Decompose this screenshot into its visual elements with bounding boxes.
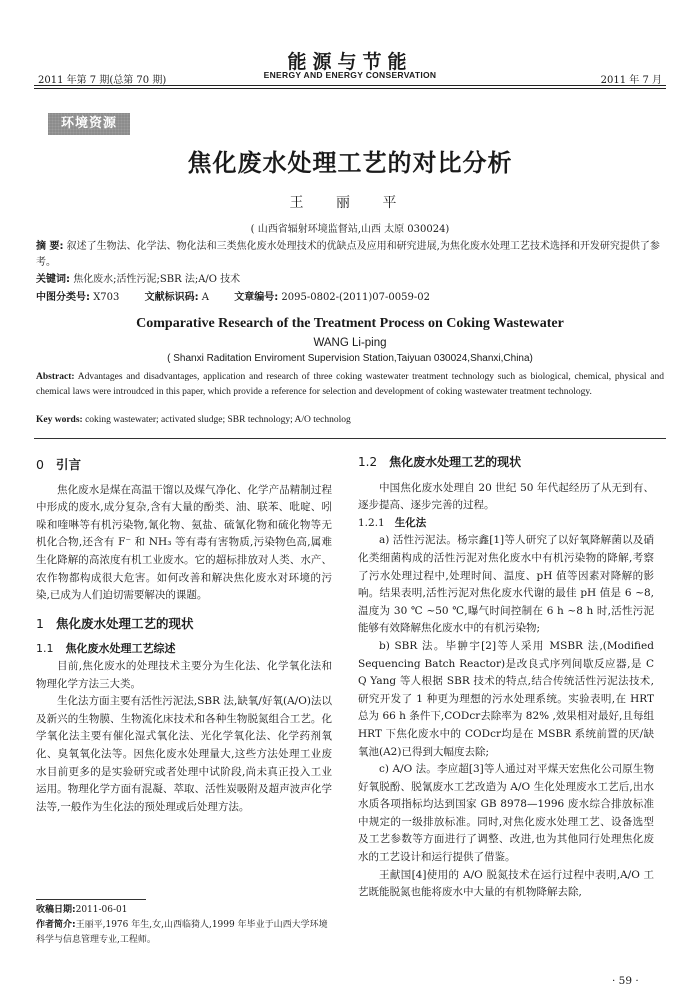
keywords-cn-label: 关键词: [36,274,70,285]
section-1-1-paragraph-1: 目前,焦化废水的处理技术主要分为生化法、化学氧化法和物理化学方法三大类。 [36,659,332,690]
received-label: 收稿日期: [36,905,76,915]
footnote [36,903,336,948]
article-title-cn: 焦化废水处理工艺的对比分析 [187,149,513,177]
item-b-paragraph: b) SBR 法。毕翀宇[2]等人采用 MSBR 法,(Modified Sequencing Batch Reactor)是改良式序列间歇反应器,是 C Q Yang 等人根据 SBR 技术的特点,结合传统活性污泥法技术,研究开发了 1 种更为理想的污水处理系统。实验表明,在 HRT 总为 66 h 条件下,CODcr去除率为 82% ,效果相对最好,且每组 HRT 下焦化废水中的 CODcr均是在 MSBR 系统前置的厌/缺氧池(A2)已得到大幅度去除; [358,639,654,758]
author-en: WANG Li-ping [313,337,387,349]
intro-paragraph: 焦化废水是煤在高温干馏以及煤气净化、化学产品精制过程中形成的废水,成分复杂,含有大量的酚类、油、联苯、吡啶、吲哚和喹啉等有机污染物,氰化物、氨盐、硫氰化物和硫化物等无机化合物,还含有 F⁻ 和 NH₃ 等有毒有害物质,污染物色高,属难生化降解的高浓度有机工业废水。它的超标排放对人类、水产、农作物都构成很大危害。如何改善和解决焦化废水对环境的污染,已成为人们迫切需要解决的课题。 [36,483,332,602]
clc-value: X703 [93,292,120,303]
clc-label: 中图分类号: [36,292,90,303]
author-bio [36,918,336,948]
section-1-2-title: 焦化废水处理工艺的现状 [389,455,522,469]
section-1-2-1-heading [358,515,654,533]
section-1-heading [36,615,332,633]
author-cn: 王 丽 平 [289,195,411,211]
section-0-heading [36,456,332,474]
section-1-2-paragraph: 中国焦化废水处理自 20 世纪 50 年代起经历了从无到有、逐步提高、逐步完善的过程。 [358,481,654,512]
author-bio-label: 作者简介: [36,920,76,930]
section-badge: 环境资源 [48,113,130,135]
keywords-en [36,415,664,425]
issue-info: 2011 年第 7 期(总第 70 期) [38,75,167,86]
section-1-2-1-number: 1.2.1 [358,516,385,529]
abstract-en [36,370,664,400]
abstract-separator [34,438,666,439]
journal-title-cn: 能源与节能 [287,51,413,73]
doc-label: 文献标识码: [144,292,199,303]
right-column [358,452,654,902]
doc-value: A [201,292,210,303]
section-1-1-title: 焦化废水处理工艺综述 [65,642,176,656]
abstract-cn-text: 叙述了生物法、化学法、物化法和三类焦化废水处理技术的优缺点及应用和研究进展,为焦化废水处理工艺技术选择和开发研究提供了参考。 [36,241,660,268]
article-title-en: Comparative Research of the Treatment Process on Coking Wastewater [136,316,564,331]
footnote-rule [36,899,146,900]
item-c-paragraph: c) A/O 法。李应超[3]等人通过对平煤天宏焦化公司原生物好氧脱酚、脱氰废水工艺改造为 A/O 生化处理废水工艺后,出水水质各项指标均达到国家 GB 8978—1996 废水综合排放标准 中规定的一级排放标准。同时,对焦化废水处理工艺、设备选型及工艺参数等方面进行了调整、改进,也为其他同行处理焦化废水的工艺设计和运行提供了借鉴。 [358,763,654,864]
section-1-2-1-title: 生化法 [394,516,427,529]
section-0-title: 引言 [55,457,81,472]
section-1-1-paragraph-2: 生化法方面主要有活性污泥法,SBR 法,缺氧/好氧(A/O)法以及新兴的生物膜、生物流化床技术和各种生物脱氮组合工艺。化学氧化法主要有催化湿式氧化法、光化学氧化法、化学药剂氧化、臭氧氧化法等。因焦化废水处理量大,这些方法处理工业废水目前更多的是实验研究或者处理中试阶段,尚未真正投入工业运用。物理化学方面有混凝、萃取、活性炭吸附及超声波声化学法等,一般作为生化法的预处理或后处理方法。 [36,695,332,813]
article-label: 文章编号: [234,292,279,303]
keywords-en-label: Key words: [36,415,83,425]
left-column [36,452,332,816]
header-rule-thin [34,88,666,89]
section-1-1-number: 1.1 [36,642,54,656]
author-bio-text: 王丽平,1976 年生,女,山西临猗人,1999 年毕业于山西大学环境科学与信息管理专业,工程师。 [36,920,328,945]
section-1-1-heading [36,640,332,658]
section-0-number: 0 [36,457,44,472]
section-1-number: 1 [36,615,44,631]
keywords-en-text: coking wastewater; activated sludge; SBR technology; A/O technolog [85,415,351,425]
abstract-cn [36,239,664,271]
journal-title-en: ENERGY AND ENERGY CONSERVATION [263,70,437,80]
affiliation-cn: ( 山西省辐射环境监督站,山西 太原 030024) [250,224,450,235]
issue-date: 2011 年 7 月 [600,75,662,86]
abstract-en-label: Abstract: [36,372,75,382]
header-rule [34,85,666,86]
keywords-cn [36,272,664,288]
keywords-cn-text: 焦化废水;活性污泥;SBR 法;A/O 技术 [73,274,241,285]
classification-line [36,290,664,306]
abstract-en-text: Advantages and disadvantages, application and research of three coking wastewater treatment technology such as biological, chemical, physical and chemical laws were introudced in this paper, which provide a reference for selection and development of coking wastewater treatment technology. [36,372,664,397]
section-1-title: 焦化废水处理工艺的现状 [55,615,194,631]
received-value: 2011-06-01 [75,905,128,915]
abstract-cn-label: 摘 要: [36,241,64,252]
page-number: · 59 · [612,975,639,987]
section-1-2-number: 1.2 [358,455,378,469]
item-d-paragraph: 王献国[4]使用的 A/O 脱氮技术在运行过程中表明,A/O 工艺既能脱氮也能将废水中大量的有机物降解去除, [358,868,654,899]
article-value: 2095-0802-(2011)07-0059-02 [281,292,430,303]
item-a-paragraph: a) 活性污泥法。杨宗鑫[1]等人研究了以好氧降解菌以及硝化类细菌构成的活性污泥对焦化废水中有机污染物的降解,考察了污水处理过程中,处理时间、温度、pH 值等因素对降解的影响。结果表明,活性污泥对焦化废水代谢的最佳 pH 值是 6 ~8,温度为 30 ℃ ~50 ℃,曝气时间控制在 6 h ~8 h 时,活性污泥能够有效降解焦化废水中的有机污染物; [358,534,654,635]
received-date [36,903,336,918]
affiliation-en: ( Shanxi Raditation Enviroment Supervision Station,Taiyuan 030024,Shanxi,China) [167,353,533,364]
section-1-2-heading [358,454,654,472]
